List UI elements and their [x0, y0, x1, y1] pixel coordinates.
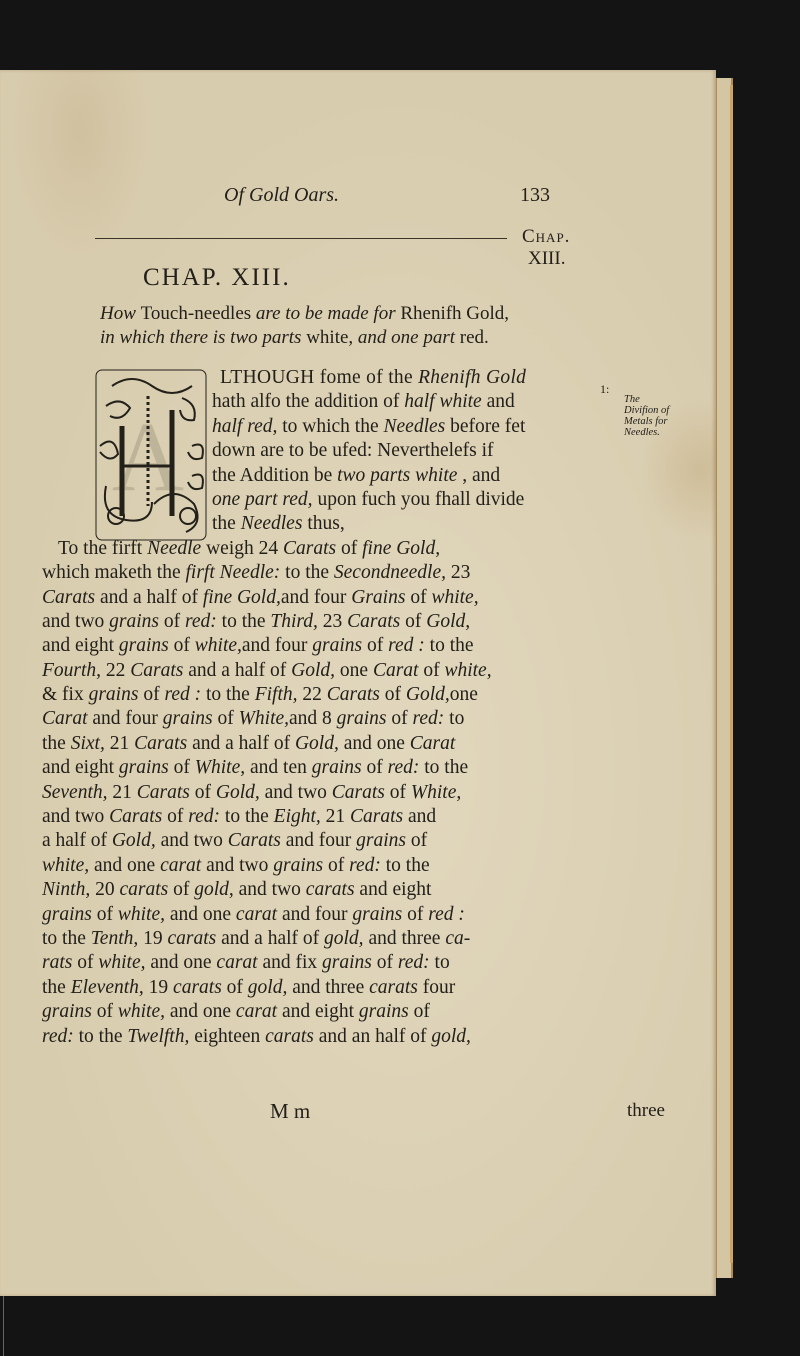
text-run: white, [117, 1001, 170, 1023]
text-run: carat [235, 1001, 282, 1023]
text-run: Sixt, [70, 732, 110, 754]
text-run: of [410, 830, 428, 852]
text-line [42, 537, 662, 561]
text-run: of [391, 708, 413, 730]
text-run: Carats [350, 806, 409, 828]
text-run: To the firft [58, 537, 148, 559]
text-run: the [212, 513, 241, 535]
text-run: fine Gold, [202, 586, 281, 608]
text-run: carats [119, 879, 174, 901]
text-run: and eight [281, 1001, 359, 1023]
text-run: of [407, 903, 429, 925]
text-line [42, 512, 662, 536]
text-run: before fet [450, 415, 526, 437]
text-run: and [408, 806, 437, 828]
text-run: thus, [307, 513, 345, 535]
text-run: and a half of [221, 927, 325, 949]
text-run: 22 [105, 659, 131, 681]
text-run: to [449, 708, 465, 730]
text-run: of [384, 684, 406, 706]
text-line [42, 878, 662, 902]
text-run: carats [173, 976, 227, 998]
text-run: of [96, 1001, 118, 1023]
body-text [42, 366, 662, 1049]
text-run: and two [160, 830, 228, 852]
text-run: How [100, 303, 141, 324]
text-run: hath alfo the addition of [212, 391, 405, 413]
text-line [42, 1000, 662, 1024]
text-run: grains [322, 952, 377, 974]
text-run: grains [42, 903, 97, 925]
text-run: and two [42, 610, 110, 632]
text-run: to the [429, 635, 474, 657]
text-run: four [422, 976, 456, 998]
text-run: grains [118, 757, 174, 779]
text-run: White, [194, 757, 250, 779]
text-run: of [143, 684, 165, 706]
text-run: Carats [136, 781, 195, 803]
text-run: grains [162, 708, 218, 730]
text-run: of [96, 903, 118, 925]
text-run: of [173, 757, 195, 779]
text-run: Tenth, [90, 927, 144, 949]
text-run: red : [164, 684, 206, 706]
text-line [42, 366, 662, 390]
text-run: red: [397, 952, 435, 974]
text-run: Carat [409, 732, 456, 754]
text-run: of [410, 586, 432, 608]
text-run: Ninth, [42, 879, 96, 901]
signature-mark: M m [270, 1099, 311, 1123]
text-run: and two [264, 781, 332, 803]
text-run: and one [169, 1001, 236, 1023]
text-run: white, [117, 903, 170, 925]
text-line [42, 805, 662, 829]
text-run: and a half of [99, 586, 203, 608]
text-run: to the [285, 562, 334, 584]
text-run: ca- [445, 927, 471, 949]
text-line [42, 488, 662, 512]
text-run: Carats [130, 659, 189, 681]
text-run: of [376, 952, 398, 974]
text-run: Needles [383, 415, 451, 437]
subtitle-line [100, 326, 660, 350]
text-run: red : [388, 635, 430, 657]
text-run: LTHOUGH [220, 367, 320, 388]
text-run: of [328, 854, 350, 876]
chapter-title: CHAP. XIII. [143, 264, 291, 291]
text-run: Carats [283, 537, 341, 559]
text-run: red: [185, 610, 222, 632]
text-run: and one [169, 903, 236, 925]
text-line [42, 756, 662, 780]
text-run: upon fuch you fhall divide [317, 488, 525, 510]
text-run: 19 [143, 927, 168, 949]
text-run: and eight [359, 879, 432, 901]
text-run: a half of [42, 830, 112, 852]
text-run: and two [206, 854, 274, 876]
text-run: are to be made for [255, 303, 401, 324]
marginal-number: 1: [600, 382, 610, 396]
text-run: Carats [109, 806, 168, 828]
text-run: of [194, 781, 216, 803]
text-run: and two [238, 879, 306, 901]
text-line [42, 951, 662, 975]
text-run: in which there is two parts [100, 327, 307, 349]
text-line [42, 586, 662, 610]
text-run: gold, [431, 1025, 471, 1047]
text-run: carat [235, 903, 282, 925]
text-run: to the [42, 927, 91, 949]
text-line [42, 561, 662, 585]
text-run: white, [194, 635, 242, 657]
text-run: Carat [372, 659, 424, 681]
text-line [42, 415, 662, 439]
text-run: one [339, 659, 373, 681]
text-run: Gold, [291, 659, 340, 681]
text-run: of [217, 708, 239, 730]
text-run: and two [42, 806, 110, 828]
catchword: three [627, 1100, 665, 1121]
text-run: of [423, 659, 445, 681]
side-chapter-label: Chap. [522, 226, 571, 247]
text-run: grains [273, 854, 328, 876]
text-run: and four [241, 635, 313, 657]
text-run: and 8 [289, 708, 337, 730]
text-run: of [173, 879, 195, 901]
text-run: White, [238, 708, 290, 730]
text-run: grains [336, 708, 392, 730]
text-run: grains [42, 1001, 97, 1023]
text-run: Carats [227, 830, 286, 852]
text-run: Needle [147, 537, 207, 559]
text-run: gold, [247, 976, 293, 998]
text-run: and four [281, 903, 353, 925]
text-run: Gold, [426, 610, 471, 632]
text-run: of [167, 806, 189, 828]
text-run: firft Needle: [185, 562, 286, 584]
text-line [42, 439, 662, 463]
text-run: Seventh, [42, 781, 113, 803]
text-run: and eight [42, 635, 119, 657]
text-run: Carat [42, 708, 93, 730]
text-run: 23 [322, 610, 348, 632]
text-run: of [366, 757, 388, 779]
text-run: Gold, [294, 732, 344, 754]
svg-text:A: A [111, 401, 185, 512]
text-run: grains [358, 1001, 414, 1023]
text-run: Needles [240, 513, 308, 535]
text-run: of [389, 781, 411, 803]
text-line [42, 464, 662, 488]
text-run: Eleventh, [70, 976, 149, 998]
text-run: Touch-needles [140, 303, 256, 324]
text-run: to the [221, 610, 271, 632]
text-run: White, [410, 781, 462, 803]
text-run: of [173, 635, 195, 657]
text-run: one part red, [212, 488, 318, 510]
text-run: Eight, [273, 806, 326, 828]
text-run: Fifth, [254, 684, 303, 706]
text-run: two parts white [337, 464, 458, 486]
text-run: of [367, 635, 389, 657]
text-run: of [405, 610, 427, 632]
text-line [42, 927, 662, 951]
side-chapter-number: XIII. [528, 248, 566, 269]
text-run: Carats [42, 586, 100, 608]
text-run: Third, [270, 610, 323, 632]
text-run: and one [150, 952, 217, 974]
text-line [42, 390, 662, 414]
text-run: of [413, 1001, 430, 1023]
text-run: red : [428, 903, 465, 925]
text-run: gold, [194, 879, 239, 901]
text-line [42, 659, 662, 683]
text-run: to the [224, 806, 274, 828]
text-run: Gold, [405, 684, 450, 706]
text-run: grains [312, 635, 368, 657]
page-number: 133 [520, 184, 550, 206]
text-run: red: [349, 854, 386, 876]
text-run: eighteen [194, 1025, 266, 1047]
text-run: to [434, 952, 450, 974]
text-run: and one part [357, 327, 460, 349]
text-run: white, [444, 659, 492, 681]
text-run: carats [265, 1025, 319, 1047]
text-run: Carats [326, 684, 385, 706]
text-run: of [77, 952, 99, 974]
text-run: red: [188, 806, 225, 828]
text-run: grains [118, 635, 174, 657]
text-run: Carats [134, 732, 193, 754]
text-run: Secondneedle, [333, 562, 451, 584]
text-run: carats [305, 879, 360, 901]
text-line [42, 634, 662, 658]
text-run: red: [42, 1025, 79, 1047]
text-run: 21 [325, 806, 351, 828]
text-run: white, [431, 586, 479, 608]
text-run: of [163, 610, 186, 632]
text-run: weigh 24 [206, 537, 283, 559]
text-run: to the [385, 854, 430, 876]
text-run: grains [109, 610, 164, 632]
text-line [42, 781, 662, 805]
text-line [42, 829, 662, 853]
text-run: of [340, 537, 363, 559]
text-run: Carats [331, 781, 390, 803]
chapter-subtitle [100, 302, 660, 351]
text-run: grains [356, 830, 411, 852]
text-run: one [449, 684, 478, 706]
text-run: to the [424, 757, 469, 779]
text-run: 22 [302, 684, 327, 706]
text-run: and fix [262, 952, 323, 974]
text-run: & fix [42, 684, 89, 706]
text-run: half red, [212, 415, 283, 437]
text-run: and a half of [192, 732, 295, 754]
text-run: fine Gold, [362, 537, 441, 559]
text-run: grains [311, 757, 367, 779]
text-run: to the [78, 1025, 128, 1047]
text-line [42, 732, 662, 756]
text-run: carats [369, 976, 423, 998]
text-run: and one [343, 732, 410, 754]
text-run: and three [292, 976, 370, 998]
text-run: and four [280, 586, 352, 608]
text-run: , and [457, 464, 501, 486]
text-run: and four [285, 830, 357, 852]
text-run: Carats [347, 610, 406, 632]
text-run: red: [412, 708, 450, 730]
text-run: Twelfth, [127, 1025, 195, 1047]
text-run: rats [42, 952, 78, 974]
text-run: the [42, 732, 71, 754]
text-line [42, 610, 662, 634]
text-run: gold, [324, 927, 369, 949]
text-run: Fourth, [42, 659, 106, 681]
text-run: white, [98, 952, 151, 974]
text-run: the Addition be [212, 464, 338, 486]
text-run: Grains [351, 586, 411, 608]
text-run: red: [387, 757, 425, 779]
text-run: grains [352, 903, 408, 925]
text-run: and four [92, 708, 163, 730]
text-run: and ten [250, 757, 312, 779]
text-run: half white [404, 391, 487, 413]
text-run: white, [42, 854, 94, 876]
text-run: 21 [112, 781, 137, 803]
text-run: 21 [109, 732, 135, 754]
text-run: to the [205, 684, 255, 706]
text-run: Rhenifh Gold [418, 367, 527, 388]
text-run: 19 [148, 976, 174, 998]
page-stack-edge-outer [730, 85, 733, 1263]
text-run: white, [306, 327, 358, 349]
text-run: the [42, 976, 71, 998]
text-run: carat [160, 854, 207, 876]
text-run: and [486, 391, 515, 413]
text-run: Rhenifh Gold, [400, 303, 510, 324]
text-run: grains [88, 684, 144, 706]
text-run: of [226, 976, 248, 998]
text-run: 20 [95, 879, 120, 901]
text-run: and three [368, 927, 446, 949]
text-line [42, 707, 662, 731]
text-run: Gold, [111, 830, 161, 852]
text-run: and one [94, 854, 161, 876]
text-run: red. [459, 327, 489, 349]
text-run: down are to be ufed: Neverthelefs if [212, 440, 494, 462]
text-run: and an half of [318, 1025, 432, 1047]
text-line [42, 683, 662, 707]
text-run: 23 [450, 562, 471, 584]
text-run: fome of the [319, 367, 419, 388]
text-run: which maketh the [42, 562, 186, 584]
text-run: carat [216, 952, 263, 974]
text-run: and a half of [188, 659, 292, 681]
text-line [42, 1025, 662, 1049]
header-rule [95, 238, 507, 239]
subtitle-line [100, 302, 660, 326]
text-run: and eight [42, 757, 119, 779]
text-run: Gold, [215, 781, 265, 803]
text-line [42, 976, 662, 1000]
text-run: carats [167, 927, 222, 949]
text-line [42, 903, 662, 927]
text-run: to which the [282, 415, 384, 437]
marginal-note: The Divifion of Metals for Needles. [624, 394, 670, 438]
text-line [42, 854, 662, 878]
running-head: Of Gold Oars. [224, 184, 340, 206]
